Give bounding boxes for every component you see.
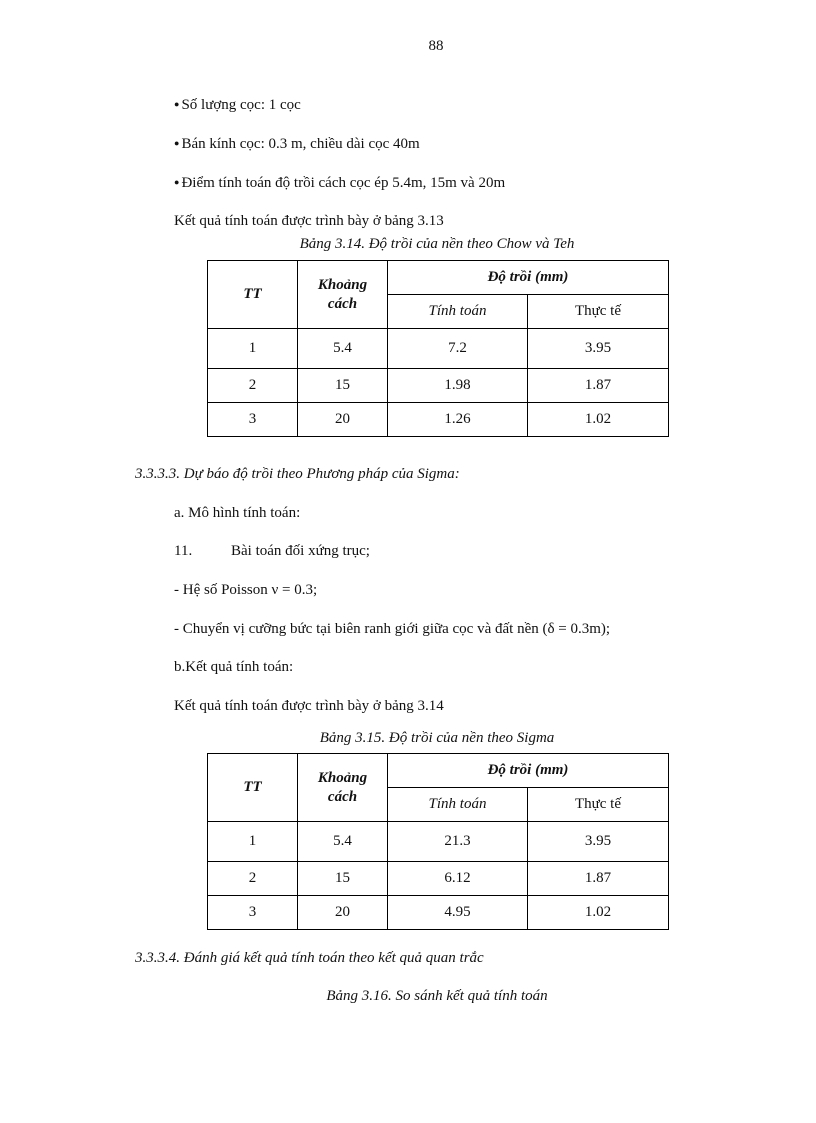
table1-cell-calc: 7.2: [388, 329, 528, 369]
dash-poisson: - Hệ số Poisson ν = 0.3;: [174, 582, 318, 598]
table2-cell-calc: 4.95: [388, 896, 528, 930]
table2-header-distance: Khoảng cách: [298, 754, 388, 822]
table2-header-tt: TT: [208, 754, 298, 822]
table2-cell-calc: 21.3: [388, 822, 528, 862]
table-chow-teh: [207, 260, 669, 437]
table2-cell-distance: 20: [298, 896, 388, 930]
table2-cell-distance: 5.4: [298, 822, 388, 862]
table2-cell-tt: 1: [208, 822, 298, 862]
table1-header-tt: TT: [208, 261, 298, 329]
item-a-model: a. Mô hình tính toán:: [174, 505, 301, 521]
table-row: [208, 896, 669, 930]
table1-cell-distance: 20: [298, 403, 388, 437]
table1-caption: Bảng 3.14. Độ trồi của nền theo Chow và Teh: [299, 236, 575, 252]
table3-caption: Bảng 3.16. So sánh kết quả tính toán: [326, 988, 548, 1004]
table1-cell-distance: 5.4: [298, 329, 388, 369]
table2-header-calc: Tính toán: [388, 788, 528, 822]
table1-cell-calc: 1.26: [388, 403, 528, 437]
table1-cell-actual: 3.95: [528, 329, 669, 369]
table2-cell-actual: 1.87: [528, 862, 669, 896]
table-row: [208, 369, 669, 403]
table2-cell-actual: 3.95: [528, 822, 669, 862]
table1-cell-tt: 1: [208, 329, 298, 369]
table2-caption: Bảng 3.15. Độ trồi của nền theo Sigma: [319, 730, 555, 746]
table2-cell-distance: 15: [298, 862, 388, 896]
paragraph-result-1: Kết quả tính toán được trình bày ở bảng 3.13: [174, 213, 444, 229]
table2-header-actual: Thực tế: [528, 788, 669, 822]
table1-cell-tt: 3: [208, 403, 298, 437]
table1-header-distance: Khoảng cách: [298, 261, 388, 329]
table-row: [208, 329, 669, 369]
bullet-pile-dimensions: ● Bán kính cọc: 0.3 m, chiều dài cọc 40m: [174, 136, 420, 153]
table2-cell-tt: 3: [208, 896, 298, 930]
table1-cell-actual: 1.02: [528, 403, 669, 437]
section-heading-3334: 3.3.3.4. Đánh giá kết quả tính toán theo kết quả quan trắc: [135, 950, 484, 966]
table1-cell-tt: 2: [208, 369, 298, 403]
paragraph-result-2: Kết quả tính toán được trình bày ở bảng 3.14: [174, 698, 444, 714]
table2-cell-tt: 2: [208, 862, 298, 896]
table-row: [208, 862, 669, 896]
section-heading-3333: 3.3.3.3. Dự báo độ trồi theo Phương pháp của Sigma:: [135, 466, 460, 482]
table1-header-group: Độ trồi (mm): [388, 261, 669, 295]
numbered-item-number: 11.: [174, 543, 193, 559]
dash-displacement: - Chuyển vị cưỡng bức tại biên ranh giới giữa cọc và đất nền (δ = 0.3m);: [174, 621, 611, 637]
table1-cell-calc: 1.98: [388, 369, 528, 403]
table-sigma: [207, 753, 669, 930]
table2-cell-calc: 6.12: [388, 862, 528, 896]
page-number: 88: [428, 38, 444, 54]
table1-header-actual: Thực tế: [528, 295, 669, 329]
table1-cell-distance: 15: [298, 369, 388, 403]
table2-cell-actual: 1.02: [528, 896, 669, 930]
table-row: [208, 822, 669, 862]
table-row: [208, 403, 669, 437]
table2-header-group: Độ trồi (mm): [388, 754, 669, 788]
bullet-calc-points: ● Điểm tính toán độ trồi cách cọc ép 5.4m, 15m và 20m: [174, 175, 505, 192]
numbered-item-text: Bài toán đối xứng trục;: [231, 543, 370, 559]
table1-cell-actual: 1.87: [528, 369, 669, 403]
bullet-pile-count: ● Số lượng cọc: 1 cọc: [174, 97, 301, 114]
item-b-results: b.Kết quả tính toán:: [174, 659, 294, 675]
table1-header-calc: Tính toán: [388, 295, 528, 329]
